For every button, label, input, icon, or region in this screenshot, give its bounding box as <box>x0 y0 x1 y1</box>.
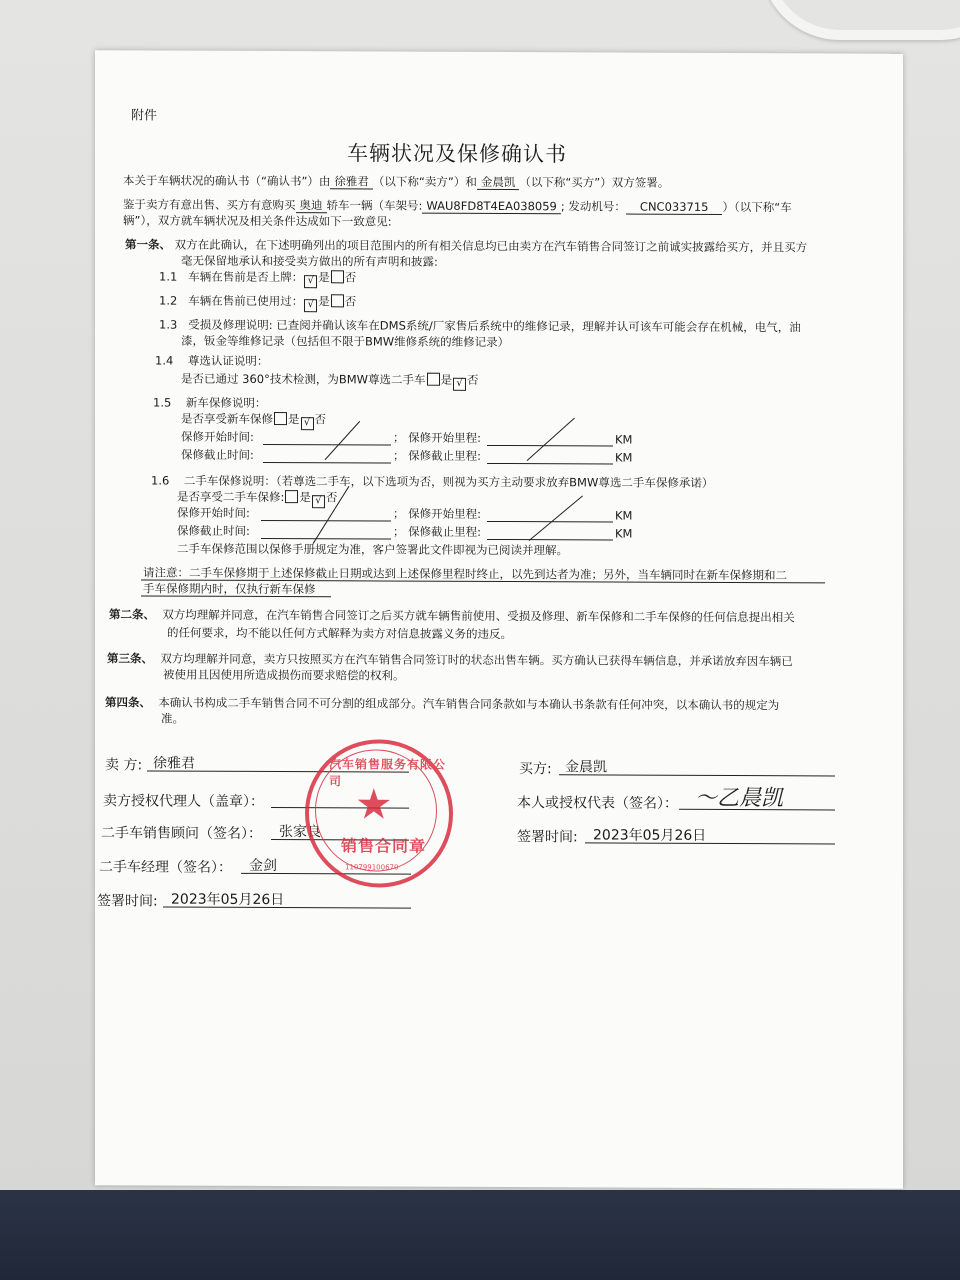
sales-advisor-name: 张家良 <box>279 824 321 841</box>
notice-underline <box>141 595 331 597</box>
engine-field: CNC033715 <box>626 200 723 215</box>
item-1-4: 1.4 尊选认证说明： <box>155 353 269 368</box>
buyer-name-field: 金晨凯 <box>477 175 520 190</box>
item-1-6-question: 是否享受二手车保修: 是 √ 否 <box>177 489 337 509</box>
buyer-label: 买方: <box>519 761 552 778</box>
manager-label: 二手车经理（签名）： <box>99 859 232 876</box>
item-1-4-question: 是否已通过 360°技术检测，为BMW尊选二手车 是 √ 否 <box>181 371 479 391</box>
buyer-signature: 〜乙晨凯 <box>695 785 784 812</box>
buyer-date: 2023年05月26日 <box>593 827 707 844</box>
seller-date: 2023年05月26日 <box>171 891 285 909</box>
new-warranty-start-km-line <box>487 445 613 447</box>
manager-name: 金剑 <box>249 857 277 875</box>
used-warranty-end-km-label: ； 保修截止里程: <box>393 524 482 539</box>
new-warranty-end-label: 保修截止时间: <box>181 447 254 462</box>
seller-name-field: 徐雅君 <box>330 174 373 189</box>
checkbox-yes <box>274 412 287 425</box>
seller-agent-label: 卖方授权代理人（盖章）： <box>103 793 264 810</box>
new-warranty-start-km-label: ； 保修开始里程: <box>393 430 482 445</box>
document-page <box>95 50 903 1189</box>
vin-field: WAU8FD8T4EA038059 <box>422 199 561 215</box>
seller-date-label: 签署时间: <box>97 893 158 910</box>
used-warranty-end-km-line <box>487 539 613 541</box>
checkbox-yes <box>285 490 298 503</box>
buyer-date-label: 签署时间: <box>517 829 578 846</box>
buyer-rep-label: 本人或授权代表（签名）： <box>517 795 678 812</box>
checkbox-yes <box>427 373 440 386</box>
checkbox-no: √ <box>301 417 314 430</box>
new-warranty-start-label: 保修开始时间: <box>181 429 254 444</box>
km-unit: KM <box>615 526 633 541</box>
checkbox-no <box>331 270 344 283</box>
checkbox-yes: √ <box>304 275 317 288</box>
item-1-3: 1.3 受损及修理说明: 已查阅并确认该车在DMS系统/厂家售后系统中的维修记录，理解并认可该车可能会存在机械，电气，油 <box>159 317 801 335</box>
company-seal: 汽车销售服务有限公司 ★ 销售合同章 110799100670 <box>305 739 453 888</box>
used-warranty-start-label: 保修开始时间: <box>177 505 250 520</box>
article-3-line-1: 第三条、 双方均理解并同意，卖方只按照买方在汽车销售合同签订时的状态出售车辆。买方确认已获得车辆信息，并承诺放弃因车辆已 <box>107 651 793 669</box>
item-1-6: 1.6 二手车保修说明：（若尊选二手车，以下选项为否，则视为买方主动要求放弃BMW尊选二手车保修承诺） <box>151 473 714 490</box>
sales-advisor-label: 二手车销售顾问（签名）： <box>101 825 262 842</box>
new-warranty-end-km-label: ； 保修截止里程: <box>393 448 482 463</box>
document-title: 车辆状况及保修确认书 <box>347 141 567 167</box>
intro-line-3: 辆”），双方就车辆状况及相关条件达成如下一致意见: <box>123 213 392 229</box>
article-1-line-2: 毫无保留地承认和接受卖方做出的所有声明和披露: <box>181 253 438 269</box>
buyer-name: 金晨凯 <box>565 759 607 776</box>
seller-name: 徐雅君 <box>153 755 195 772</box>
attachment-label: 附件 <box>131 108 158 124</box>
new-warranty-end-km-line <box>487 463 613 465</box>
article-2-line-2: 的任何要求，均不能以任何方式解释为卖方对信息披露义务的违反。 <box>167 625 512 642</box>
cable <box>760 0 960 40</box>
item-1-5-question: 是否享受新车保修 是 √ 否 <box>181 411 326 431</box>
intro-line-1: 本关于车辆状况的确认书（“确认书”）由 徐雅君 （以下称“卖方”）和 金晨凯 （以下称“买方”）双方签署。 <box>123 173 670 190</box>
article-4-line-2: 准。 <box>161 711 184 726</box>
used-warranty-start-km-label: ； 保修开始里程: <box>393 506 482 521</box>
checkbox-no <box>331 294 344 307</box>
checkbox-yes: √ <box>304 299 317 312</box>
item-1-5: 1.5 新车保修说明： <box>153 395 267 410</box>
void-slash <box>325 421 361 460</box>
intro-line-2: 鉴于卖方有意出售、买方有意购买 奥迪 轿车一辆（车架号: WAU8FD8T4EA038059 ; 发动机号： CNC033715 ）（以下称“车 <box>123 197 792 215</box>
new-warranty-end-line <box>263 462 391 464</box>
used-warranty-end-label: 保修截止时间: <box>177 523 250 538</box>
km-unit: KM <box>615 450 633 465</box>
new-warranty-start-line <box>263 444 391 446</box>
item-1-3-line-2: 漆，钣金等维修记录（包括但不限于BMW维修系统的维修记录） <box>181 333 510 350</box>
article-3-line-2: 被使用且因使用所造成损伤而要求赔偿的权利。 <box>163 667 405 683</box>
article-4-line-1: 第四条、 本确认书构成二手车销售合同不可分割的组成部分。汽车销售合同条款如与本确认书条款有任何冲突，以本确认书的规定为 <box>105 695 780 713</box>
desk-edge <box>0 1190 960 1280</box>
item-1-1: 1.1 车辆在售前是否上牌： √ 是 否 <box>159 269 356 289</box>
item-1-2: 1.2 车辆在售前已使用过： √ 是 否 <box>159 293 356 313</box>
notice-line-2: 手车保修期内时，仅执行新车保修 <box>143 581 316 597</box>
used-warranty-end-line <box>261 538 391 540</box>
checkbox-no: √ <box>453 378 466 391</box>
checkbox-no: √ <box>312 495 325 508</box>
star-icon: ★ <box>355 779 393 829</box>
void-slash <box>527 418 575 461</box>
article-1-line-1: 第一条、 双方在此确认，在下述明确列出的项目范围内的所有相关信息均已由卖方在汽车销售合同签订之前诚实披露给买方，并且买方 <box>125 237 808 255</box>
void-slash <box>529 495 583 541</box>
km-unit: KM <box>615 508 633 523</box>
seller-label: 卖 方: <box>105 757 143 774</box>
article-2-line-1: 第二条、 双方均理解并同意，在汽车销售合同签订之后买方就车辆售前使用、受损及修理、新车保修和二手车保修的任何信息提出相关 <box>109 607 795 625</box>
brand-field: 奥迪 <box>296 198 327 213</box>
used-warranty-scope: 二手车保修范围以保修手册规定为准，客户签署此文件即视为已阅读并理解。 <box>177 541 568 558</box>
notice-line-1: 请注意：二手车保修期于上述保修截止日期或达到上述保修里程时终止，以先到达者为准；另外，当车辆同时在新车保修期和二 <box>143 565 787 583</box>
km-unit: KM <box>615 432 633 447</box>
